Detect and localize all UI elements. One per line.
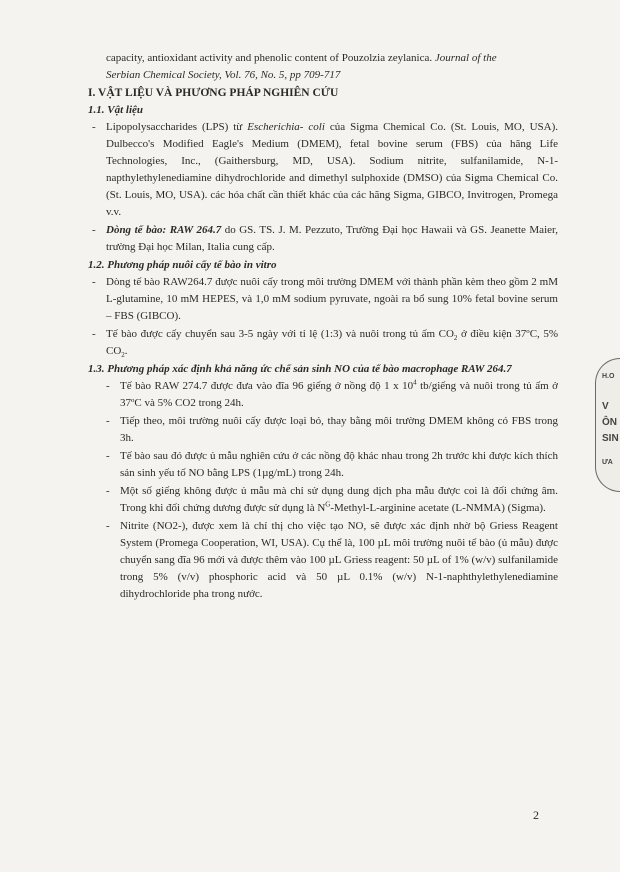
seal-stamp-fragment: H.O V ÔN SIN ƯA bbox=[595, 358, 620, 492]
method-step-5: - Nitrite (NO2-), được xem là chỉ thị cho việc tạo NO, sẽ được xác định nhờ bộ Griess Reagent System (Promega Cooperation, WI, USA). Cụ thể là, 100 µL môi trường nuôi tế bào (ủ mẫu) được chuyển sang đĩa 96 mới và được thêm vào 100 µL Griess reagent: 50 µL of 1% (w/v) sulfanilamide trong 5% (v/v) phosphoric acid và 50 µL 0.1% (w/v) N-1-naphthylethylenediamine dihydrochloride pha trong nước. bbox=[106, 520, 558, 600]
page-content bbox=[88, 50, 558, 604]
culture-bullet-2: - Tế bào được cấy chuyển sau 3-5 ngày với tỉ lệ (1:3) và nuôi trong tủ ấm $CO_2$ ở điều kiện 37ºC, 5% $CO_2$. bbox=[92, 328, 559, 360]
subsection-1-1-heading: 1.1. Vật liệu bbox=[88, 104, 144, 116]
subsection-1-2-heading: 1.2. Phương pháp nuôi cấy tế bào in vitro bbox=[88, 259, 277, 271]
method-step-4: - Một số giếng không được ủ mẫu mà chỉ sử dụng dung dịch pha mẫu được coi là đối chứng âm. Trong khi đối chứng dương được sử dụng là $N^G-Methyl-L$-arginine acetate (L-NMMA) (Sigma). bbox=[106, 485, 558, 514]
reference-continuation: capacity, antioxidant activity and phenolic content of Pouzolzia zeylanica. Journal of the Serbian Chemical Society, Vol. 76, No. 5, pp 709-717 bbox=[106, 52, 497, 81]
method-step-1: - Tế bào RAW 274.7 được đưa vào đĩa 96 giếng ở nồng độ 1 x $10^4$ tb/giếng và nuôi trong tủ ấm ở 37ºC và 5% CO2 trong 24h. bbox=[106, 378, 558, 409]
method-step-3: - Tế bào sau đó được ủ mẫu nghiên cứu ở các nồng độ khác nhau trong 2h trước khi được kích thích sản sinh yếu tố NO bằng LPS (1µg/mL) trong 24h. bbox=[106, 450, 558, 479]
culture-bullet-1: - Dòng tế bào RAW264.7 được nuôi cấy trong môi trường DMEM với thành phần kèm theo gồm 2 mM L-glutamine, 10 mM HEPES, và 1,0 mM sodium pyruvate, ngoài ra bổ sung 10% fetal bovine serum – FBS (GIBCO). bbox=[92, 276, 558, 322]
materials-bullet-1: - Lipopolysaccharides (LPS) từ Escherichia- coli của Sigma Chemical Co. (St. Louis, MO, USA). Dulbecco's Modified Eagle's Medium (DMEM), fetal bovine serum (FBS) của hãng Life Technologies, Inc., (Gaithersburg, MD, USA). Sodium nitrite, sulfanilamide, N-1-napthylethylenediamine dihydrochloride and dimethyl sulphoxide (DMSO) của Sigma Chemical Co. (St. Louis, MO, USA). các hóa chất cần thiết khác của các hãng Sigma, GIBCO, Invitrogen, Promega v.v. bbox=[92, 121, 559, 218]
section-heading: I. VẬT LIỆU VÀ PHƯƠNG PHÁP NGHIÊN CỨU bbox=[88, 87, 339, 99]
method-step-2: - Tiếp theo, môi trường nuôi cấy được loại bỏ, thay bằng môi trường DMEM không có FBS trong 3h. bbox=[106, 415, 558, 444]
page-number: 2 bbox=[533, 808, 539, 822]
materials-bullet-2: - Dòng tế bào: RAW 264.7 do GS. TS. J. M. Pezzuto, Trường Đại học Hawaii và GS. Jeanette Maier, trường Đại học Milan, Italia cung cấp. bbox=[92, 224, 558, 253]
subsection-1-3-heading: 1.3. Phương pháp xác định khả năng ức chế sản sinh NO của tế bào macrophage RAW 264.7 bbox=[88, 363, 512, 375]
